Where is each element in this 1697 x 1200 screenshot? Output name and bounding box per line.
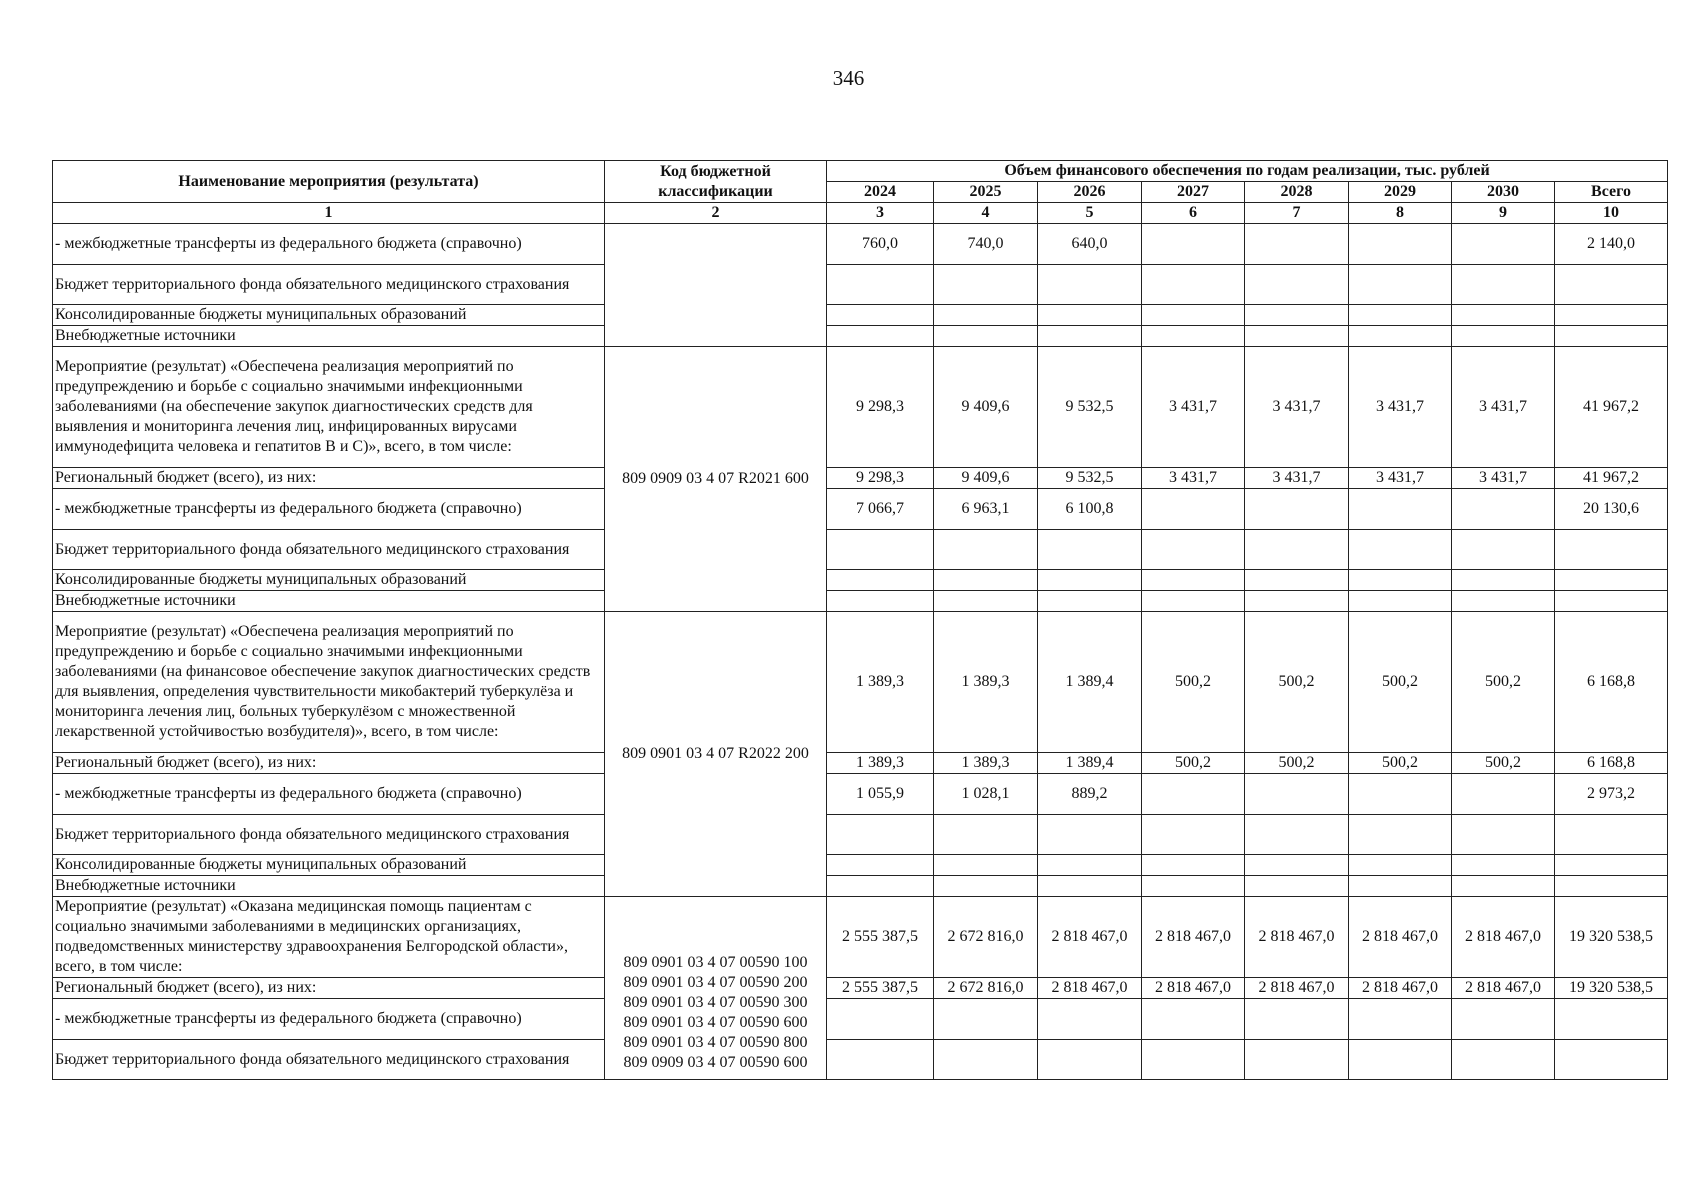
row-name: Региональный бюджет (всего), из них: [53,978,605,999]
total-cell [1555,305,1668,326]
column-number: 7 [1245,203,1349,224]
col-name-header: Наименование мероприятия (результата) [53,161,605,203]
value-cell [1349,1040,1452,1080]
value-cell [827,591,934,612]
total-cell: 2 140,0 [1555,224,1668,265]
year-header: 2024 [827,182,934,203]
col-funding-header: Объем финансового обеспечения по годам реализации, тыс. рублей [827,161,1668,182]
value-cell: 6 100,8 [1038,489,1142,530]
value-cell [1142,224,1245,265]
value-cell [1349,774,1452,815]
total-cell: 41 967,2 [1555,468,1668,489]
value-cell [1349,570,1452,591]
value-cell: 3 431,7 [1245,347,1349,468]
value-cell [1142,774,1245,815]
row-name: Внебюджетные источники [53,591,605,612]
total-cell: 41 967,2 [1555,347,1668,468]
value-cell [934,265,1038,305]
value-cell [1245,265,1349,305]
table-row [53,876,1668,897]
total-cell [1555,999,1668,1040]
value-cell: 1 389,3 [827,753,934,774]
value-cell [1245,591,1349,612]
value-cell [1038,570,1142,591]
value-cell [1349,305,1452,326]
value-cell [1142,530,1245,570]
value-cell [1245,530,1349,570]
value-cell [934,591,1038,612]
value-cell [827,570,934,591]
value-cell [934,570,1038,591]
value-cell: 3 431,7 [1452,468,1555,489]
table-row [53,326,1668,347]
value-cell: 9 298,3 [827,468,934,489]
total-cell [1555,326,1668,347]
total-cell [1555,265,1668,305]
value-cell: 740,0 [934,224,1038,265]
row-name: Бюджет территориального фонда обязательного медицинского страхования [53,815,605,855]
value-cell [1245,876,1349,897]
column-number: 10 [1555,203,1668,224]
header-row-1 [53,161,1668,182]
value-cell: 2 818 467,0 [1245,897,1349,978]
row-name: Бюджет территориального фонда обязательного медицинского страхования [53,530,605,570]
value-cell [934,1040,1038,1080]
value-cell: 3 431,7 [1142,468,1245,489]
value-cell [1245,774,1349,815]
row-name: - межбюджетные трансферты из федерального бюджета (справочно) [53,224,605,265]
value-cell [934,530,1038,570]
table-row [53,530,1668,570]
row-name: - межбюджетные трансферты из федерального бюджета (справочно) [53,489,605,530]
value-cell [827,815,934,855]
value-cell [1452,224,1555,265]
value-cell [1452,570,1555,591]
value-cell: 3 431,7 [1349,347,1452,468]
value-cell [1142,591,1245,612]
column-number: 2 [605,203,827,224]
year-header: 2030 [1452,182,1555,203]
value-cell: 2 818 467,0 [1038,978,1142,999]
total-cell [1555,530,1668,570]
value-cell [1245,855,1349,876]
value-cell [934,305,1038,326]
table-row [53,489,1668,530]
year-header: 2028 [1245,182,1349,203]
row-name: Мероприятие (результат) «Обеспечена реализация мероприятий по предупреждению и борьбе с социально значимыми инфекционными заболеваниями (на обеспечение закупок диагностических средств для выявления и мониторинга лечения лиц, инфицированных вирусами иммунодефицита человека и гепатитов В и С)», всего, в том числе: [53,347,605,468]
value-cell [1349,876,1452,897]
value-cell [1038,999,1142,1040]
year-header: 2029 [1349,182,1452,203]
year-header: 2026 [1038,182,1142,203]
table-row [53,1040,1668,1080]
value-cell [1452,305,1555,326]
value-cell [1142,855,1245,876]
value-cell: 9 409,6 [934,468,1038,489]
value-cell [1349,591,1452,612]
value-cell [1349,530,1452,570]
value-cell: 640,0 [1038,224,1142,265]
row-name: - межбюджетные трансферты из федерального бюджета (справочно) [53,999,605,1040]
value-cell [1452,774,1555,815]
value-cell [934,326,1038,347]
total-cell: 20 130,6 [1555,489,1668,530]
table-row [53,468,1668,489]
table-row [53,815,1668,855]
value-cell: 9 532,5 [1038,468,1142,489]
column-number: 9 [1452,203,1555,224]
value-cell [1142,570,1245,591]
value-cell [1245,815,1349,855]
value-cell [1452,876,1555,897]
value-cell: 7 066,7 [827,489,934,530]
year-header: 2025 [934,182,1038,203]
value-cell: 500,2 [1349,753,1452,774]
table-row [53,265,1668,305]
row-name: Региональный бюджет (всего), из них: [53,468,605,489]
table-row [53,612,1668,753]
value-cell [1452,489,1555,530]
budget-code: 809 0901 03 4 07 00590 200 [623,974,808,991]
total-cell: 19 320 538,5 [1555,897,1668,978]
value-cell [1142,1040,1245,1080]
value-cell: 2 555 387,5 [827,897,934,978]
row-name: Консолидированные бюджеты муниципальных образований [53,855,605,876]
table-row [53,978,1668,999]
total-cell [1555,591,1668,612]
table-row [53,591,1668,612]
value-cell: 2 672 816,0 [934,978,1038,999]
value-cell [1142,489,1245,530]
value-cell [1038,876,1142,897]
budget-code: 809 0901 03 4 07 00590 600 [623,1014,808,1031]
total-cell: 6 168,8 [1555,612,1668,753]
budget-code: 809 0901 03 4 07 R2022 200 [605,612,827,897]
value-cell: 2 818 467,0 [1038,897,1142,978]
value-cell [1452,265,1555,305]
value-cell: 3 431,7 [1245,468,1349,489]
value-cell: 500,2 [1349,612,1452,753]
table-row [53,999,1668,1040]
value-cell [1452,815,1555,855]
total-cell [1555,570,1668,591]
value-cell: 1 389,3 [827,612,934,753]
value-cell [827,530,934,570]
row-name: Бюджет территориального фонда обязательного медицинского страхования [53,265,605,305]
value-cell [1245,489,1349,530]
value-cell [1245,999,1349,1040]
value-cell [1452,1040,1555,1080]
value-cell: 2 818 467,0 [1142,897,1245,978]
row-name: Консолидированные бюджеты муниципальных образований [53,570,605,591]
value-cell [1349,265,1452,305]
value-cell: 2 818 467,0 [1349,897,1452,978]
row-name: Консолидированные бюджеты муниципальных образований [53,305,605,326]
value-cell [1245,1040,1349,1080]
total-cell [1555,855,1668,876]
value-cell [827,1040,934,1080]
value-cell: 760,0 [827,224,934,265]
total-cell: 2 973,2 [1555,774,1668,815]
value-cell: 500,2 [1142,753,1245,774]
value-cell [1245,224,1349,265]
row-name: Бюджет территориального фонда обязательного медицинского страхования [53,1040,605,1080]
value-cell [827,265,934,305]
value-cell: 9 532,5 [1038,347,1142,468]
table-row [53,855,1668,876]
row-name: Региональный бюджет (всего), из них: [53,753,605,774]
budget-code: 809 0901 03 4 07 00590 300 [623,994,808,1011]
value-cell: 889,2 [1038,774,1142,815]
table-row [53,774,1668,815]
value-cell: 500,2 [1452,612,1555,753]
value-cell [1038,1040,1142,1080]
value-cell [1038,815,1142,855]
column-number: 5 [1038,203,1142,224]
year-header: 2027 [1142,182,1245,203]
value-cell: 2 555 387,5 [827,978,934,999]
row-name: Внебюджетные источники [53,876,605,897]
value-cell [1142,815,1245,855]
value-cell [934,999,1038,1040]
value-cell: 1 389,3 [934,753,1038,774]
value-cell: 2 818 467,0 [1245,978,1349,999]
value-cell [1452,326,1555,347]
value-cell [827,855,934,876]
total-cell [1555,876,1668,897]
value-cell: 1 389,3 [934,612,1038,753]
value-cell [1038,305,1142,326]
table-row [53,224,1668,265]
total-header: Всего [1555,182,1668,203]
value-cell: 3 431,7 [1142,347,1245,468]
value-cell [1349,815,1452,855]
value-cell [1038,855,1142,876]
total-cell [1555,1040,1668,1080]
value-cell [1142,305,1245,326]
value-cell [1452,999,1555,1040]
value-cell: 6 963,1 [934,489,1038,530]
value-cell: 9 298,3 [827,347,934,468]
value-cell [1142,265,1245,305]
table-row [53,347,1668,468]
value-cell: 500,2 [1142,612,1245,753]
value-cell: 3 431,7 [1452,347,1555,468]
value-cell [1038,265,1142,305]
value-cell [934,876,1038,897]
budget-code-list [605,897,827,1080]
value-cell [1349,489,1452,530]
budget-code: 809 0909 03 4 07 R2021 600 [605,347,827,612]
column-number-row [53,203,1668,224]
budget-code: 809 0909 03 4 07 00590 600 [623,1054,808,1071]
total-cell: 19 320 538,5 [1555,978,1668,999]
row-name: Мероприятие (результат) «Обеспечена реализация мероприятий по предупреждению и борьбе с социально значимыми инфекционными заболеваниями (на финансовое обеспечение закупок диагностических средств для выявления, определения чувствительности микобактерий туберкулёза и мониторинга лечения лиц, больных туберкулёзом с множественной лекарственной устойчивостью возбудителя)», всего, в том числе: [53,612,605,753]
column-number: 8 [1349,203,1452,224]
budget-code [605,224,827,347]
value-cell: 2 818 467,0 [1452,897,1555,978]
funding-table [52,160,1668,1080]
value-cell: 3 431,7 [1349,468,1452,489]
value-cell: 2 818 467,0 [1142,978,1245,999]
row-name: - межбюджетные трансферты из федерального бюджета (справочно) [53,774,605,815]
value-cell [827,326,934,347]
value-cell [1349,999,1452,1040]
value-cell: 1 055,9 [827,774,934,815]
value-cell [1245,305,1349,326]
column-number: 1 [53,203,605,224]
column-number: 6 [1142,203,1245,224]
table-row [53,305,1668,326]
col-code-header: Код бюджетной классификации [605,161,827,203]
value-cell [1038,326,1142,347]
table-row [53,570,1668,591]
value-cell: 2 818 467,0 [1349,978,1452,999]
value-cell [827,876,934,897]
value-cell [1452,530,1555,570]
value-cell [934,815,1038,855]
row-name: Мероприятие (результат) «Оказана медицинская помощь пациентам с социально значимыми заболеваниями в медицинских организациях, подведомственных министерству здравоохранения Белгородской области», всего, в том числе: [53,897,605,978]
total-cell [1555,815,1668,855]
value-cell: 500,2 [1245,753,1349,774]
value-cell [1038,591,1142,612]
value-cell [1142,876,1245,897]
budget-code: 809 0901 03 4 07 00590 800 [623,1034,808,1051]
value-cell [1349,326,1452,347]
value-cell [934,855,1038,876]
budget-code: 809 0901 03 4 07 00590 100 [623,954,808,971]
table-row [53,897,1668,978]
value-cell [1245,326,1349,347]
value-cell [1452,591,1555,612]
value-cell: 1 028,1 [934,774,1038,815]
value-cell [1349,224,1452,265]
value-cell: 500,2 [1245,612,1349,753]
column-number: 3 [827,203,934,224]
page-number: 346 [832,66,865,90]
value-cell: 9 409,6 [934,347,1038,468]
value-cell [1452,855,1555,876]
value-cell [1142,999,1245,1040]
value-cell [1245,570,1349,591]
value-cell [827,999,934,1040]
value-cell [827,305,934,326]
value-cell [1142,326,1245,347]
value-cell: 1 389,4 [1038,753,1142,774]
value-cell [1038,530,1142,570]
value-cell: 1 389,4 [1038,612,1142,753]
total-cell: 6 168,8 [1555,753,1668,774]
table-row [53,753,1668,774]
row-name: Внебюджетные источники [53,326,605,347]
value-cell: 2 818 467,0 [1452,978,1555,999]
value-cell [1349,855,1452,876]
column-number: 4 [934,203,1038,224]
value-cell: 2 672 816,0 [934,897,1038,978]
value-cell: 500,2 [1452,753,1555,774]
